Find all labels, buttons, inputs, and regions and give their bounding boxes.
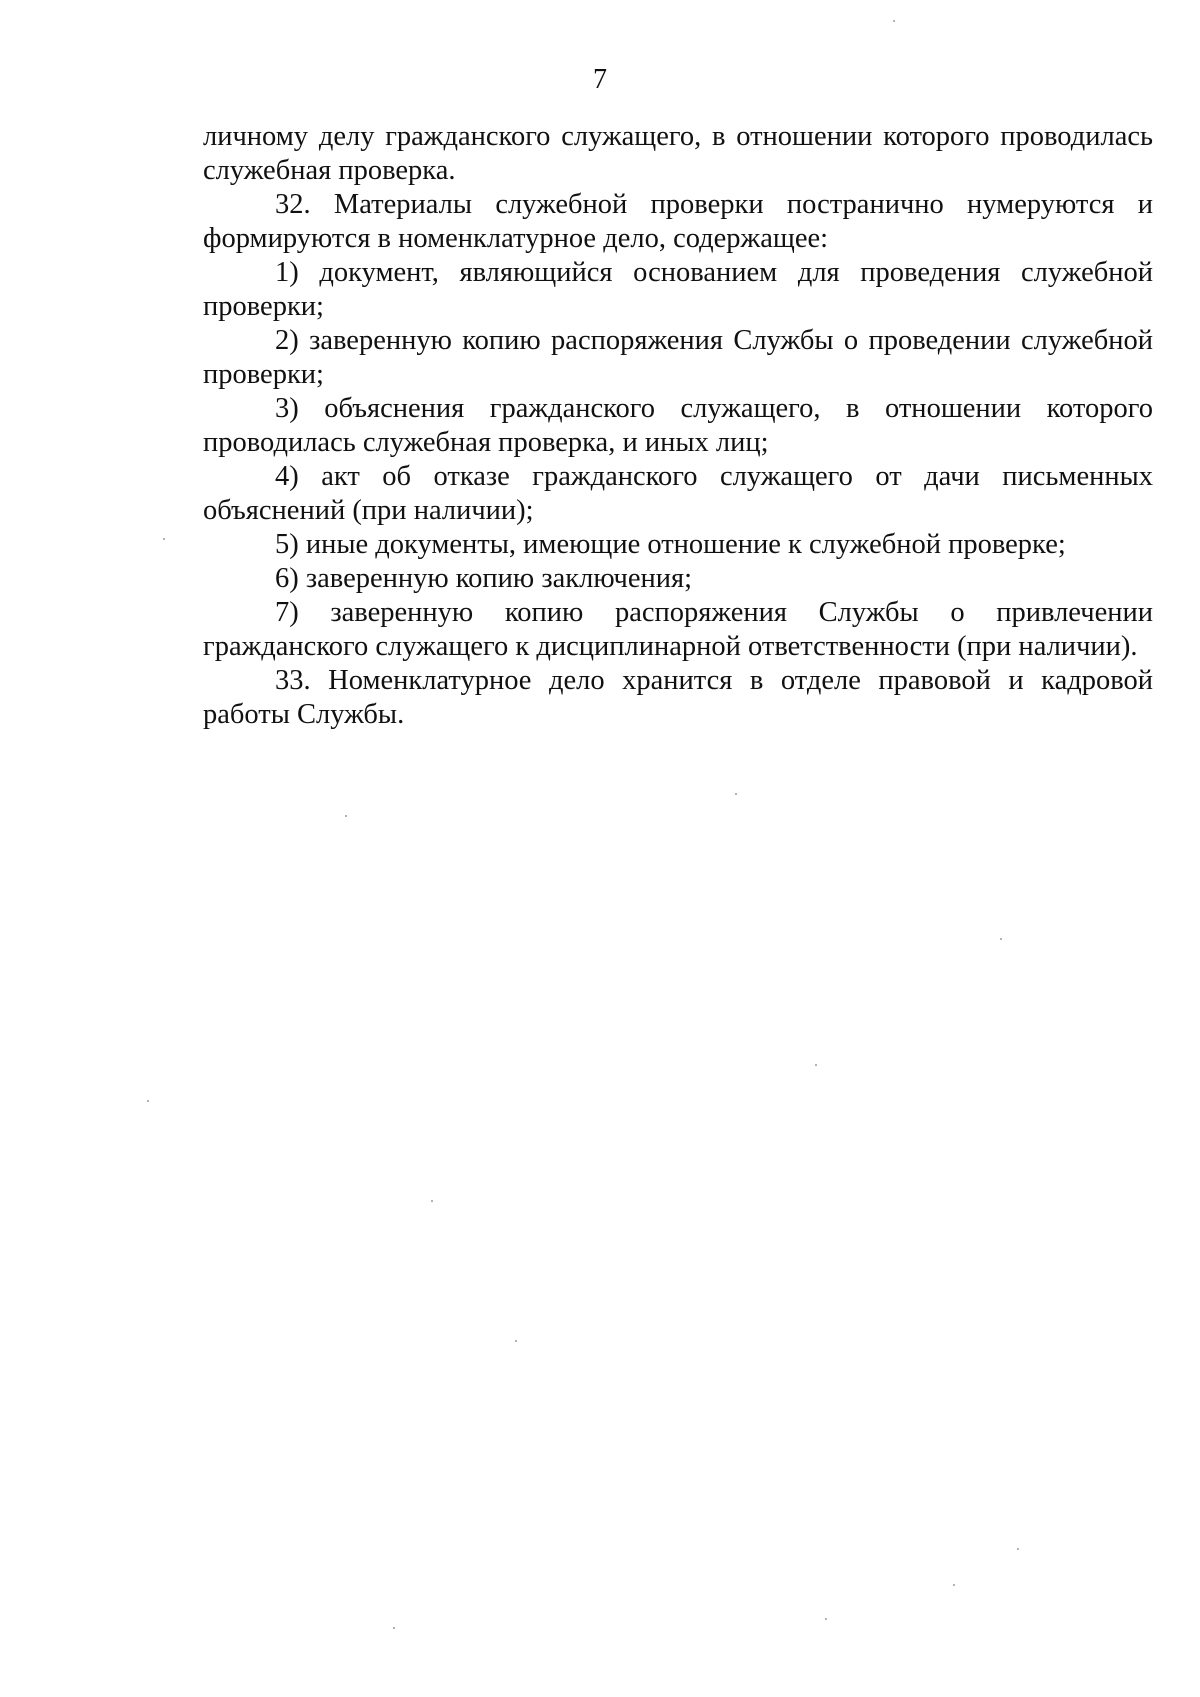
paragraph-32: 32. Материалы служебной проверки постранично нумеруются и формируются в номенклатурное дело, содержащее: [203, 189, 1153, 254]
list-item-4: 4) акт об отказе гражданского служащего от дачи письменных объяснений (при наличии); [203, 461, 1153, 526]
scan-speck [393, 1627, 395, 1629]
page-number: 7 [593, 64, 607, 95]
list-item-7: 7) заверенную копию распоряжения Службы о привлечении гражданского служащего к дисциплинарной ответственности (при наличии). [203, 597, 1153, 662]
scan-speck [1000, 938, 1002, 940]
scan-speck [825, 1618, 827, 1620]
scan-speck [147, 1100, 149, 1102]
scan-speck [953, 1584, 955, 1586]
list-item-1: 1) документ, являющийся основанием для проведения служебной проверки; [203, 257, 1153, 322]
scan-speck [345, 815, 347, 817]
scan-speck [515, 1340, 517, 1342]
list-item-2: 2) заверенную копию распоряжения Службы о проведении служебной проверки; [203, 325, 1153, 390]
scan-speck [163, 538, 165, 540]
list-item-3: 3) объяснения гражданского служащего, в отношении которого проводилась служебная проверка, и иных лиц; [203, 393, 1153, 458]
scan-speck [735, 793, 737, 795]
scan-speck [1017, 1548, 1019, 1550]
list-item-5: 5) иные документы, имеющие отношение к служебной проверке; [275, 529, 1066, 560]
paragraph-continuation: личному делу гражданского служащего, в отношении которого проводилась служебная проверка. [203, 121, 1153, 186]
scan-speck [893, 20, 895, 22]
scan-speck [431, 1200, 433, 1202]
document-body [203, 120, 1153, 732]
list-item-6: 6) заверенную копию заключения; [275, 563, 693, 594]
paragraph-33: 33. Номенклатурное дело хранится в отделе правовой и кадровой работы Службы. [203, 665, 1153, 730]
scan-speck [815, 1064, 817, 1066]
